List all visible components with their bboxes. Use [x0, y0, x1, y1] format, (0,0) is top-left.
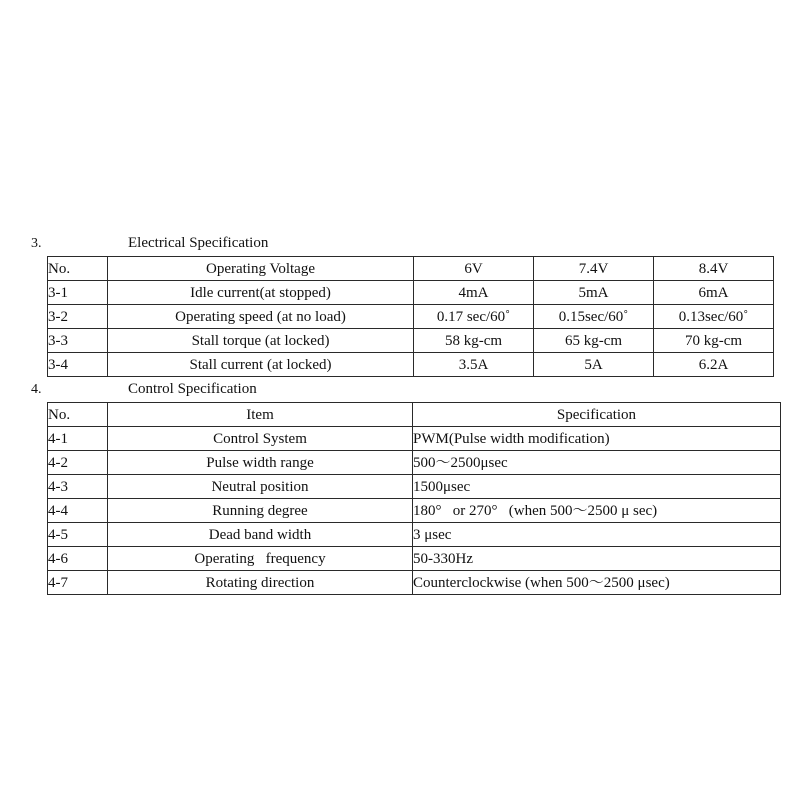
control-section-title: Control Specification	[128, 381, 257, 397]
electrical-section-title: Electrical Specification	[128, 235, 269, 251]
row-item: Control System	[108, 427, 413, 451]
row-spec: 3 μsec	[413, 523, 781, 547]
row-no: 4-7	[48, 571, 108, 595]
table-row	[48, 281, 774, 305]
table-row	[48, 523, 781, 547]
table-row	[48, 547, 781, 571]
electrical-section-number: 3.	[31, 236, 42, 251]
table-row	[48, 305, 774, 329]
row-value-6v: 4mA	[414, 281, 534, 305]
row-no: 3-2	[48, 305, 108, 329]
row-value-8-4v: 6mA	[654, 281, 774, 305]
row-spec: PWM(Pulse width modification)	[413, 427, 781, 451]
row-value-7-4v: 5A	[534, 353, 654, 377]
row-item: Dead band width	[108, 523, 413, 547]
row-item: Neutral position	[108, 475, 413, 499]
header-operating-voltage: Operating Voltage	[108, 257, 414, 281]
electrical-spec-table	[47, 256, 774, 377]
row-spec: 1500μsec	[413, 475, 781, 499]
row-value-8-4v: 6.2A	[654, 353, 774, 377]
row-value-6v: 0.17 sec/60˚	[414, 305, 534, 329]
table-header-row	[48, 257, 774, 281]
header-6v: 6V	[414, 257, 534, 281]
row-item: Operating frequency	[108, 547, 413, 571]
row-item: Pulse width range	[108, 451, 413, 475]
row-spec: 500～2500μsec	[413, 451, 781, 475]
row-no: 4-2	[48, 451, 108, 475]
table-row	[48, 329, 774, 353]
table-row	[48, 499, 781, 523]
row-item: Idle current(at stopped)	[108, 281, 414, 305]
row-item: Stall torque (at locked)	[108, 329, 414, 353]
row-value-6v: 58 kg-cm	[414, 329, 534, 353]
row-no: 4-4	[48, 499, 108, 523]
row-value-7-4v: 0.15sec/60˚	[534, 305, 654, 329]
row-no: 4-1	[48, 427, 108, 451]
row-spec: 50-330Hz	[413, 547, 781, 571]
row-no: 4-5	[48, 523, 108, 547]
table-row	[48, 475, 781, 499]
row-no: 4-3	[48, 475, 108, 499]
table-header-row	[48, 403, 781, 427]
row-value-8-4v: 70 kg-cm	[654, 329, 774, 353]
row-spec: 180° or 270° (when 500～2500 μ sec)	[413, 499, 781, 523]
row-no: 3-4	[48, 353, 108, 377]
row-value-7-4v: 65 kg-cm	[534, 329, 654, 353]
row-no: 3-1	[48, 281, 108, 305]
row-item: Operating speed (at no load)	[108, 305, 414, 329]
table-row	[48, 353, 774, 377]
row-item: Rotating direction	[108, 571, 413, 595]
row-item: Stall current (at locked)	[108, 353, 414, 377]
header-8-4v: 8.4V	[654, 257, 774, 281]
row-spec: Counterclockwise (when 500～2500 μsec)	[413, 571, 781, 595]
table-row	[48, 451, 781, 475]
header-item: Item	[108, 403, 413, 427]
row-value-8-4v: 0.13sec/60˚	[654, 305, 774, 329]
row-item: Running degree	[108, 499, 413, 523]
row-value-6v: 3.5A	[414, 353, 534, 377]
table-row	[48, 571, 781, 595]
table-row	[48, 427, 781, 451]
row-value-7-4v: 5mA	[534, 281, 654, 305]
control-section-number: 4.	[31, 382, 42, 397]
header-specification: Specification	[413, 403, 781, 427]
row-no: 3-3	[48, 329, 108, 353]
header-no: No.	[48, 403, 108, 427]
header-7-4v: 7.4V	[534, 257, 654, 281]
row-no: 4-6	[48, 547, 108, 571]
header-no: No.	[48, 257, 108, 281]
control-spec-table	[47, 402, 781, 595]
